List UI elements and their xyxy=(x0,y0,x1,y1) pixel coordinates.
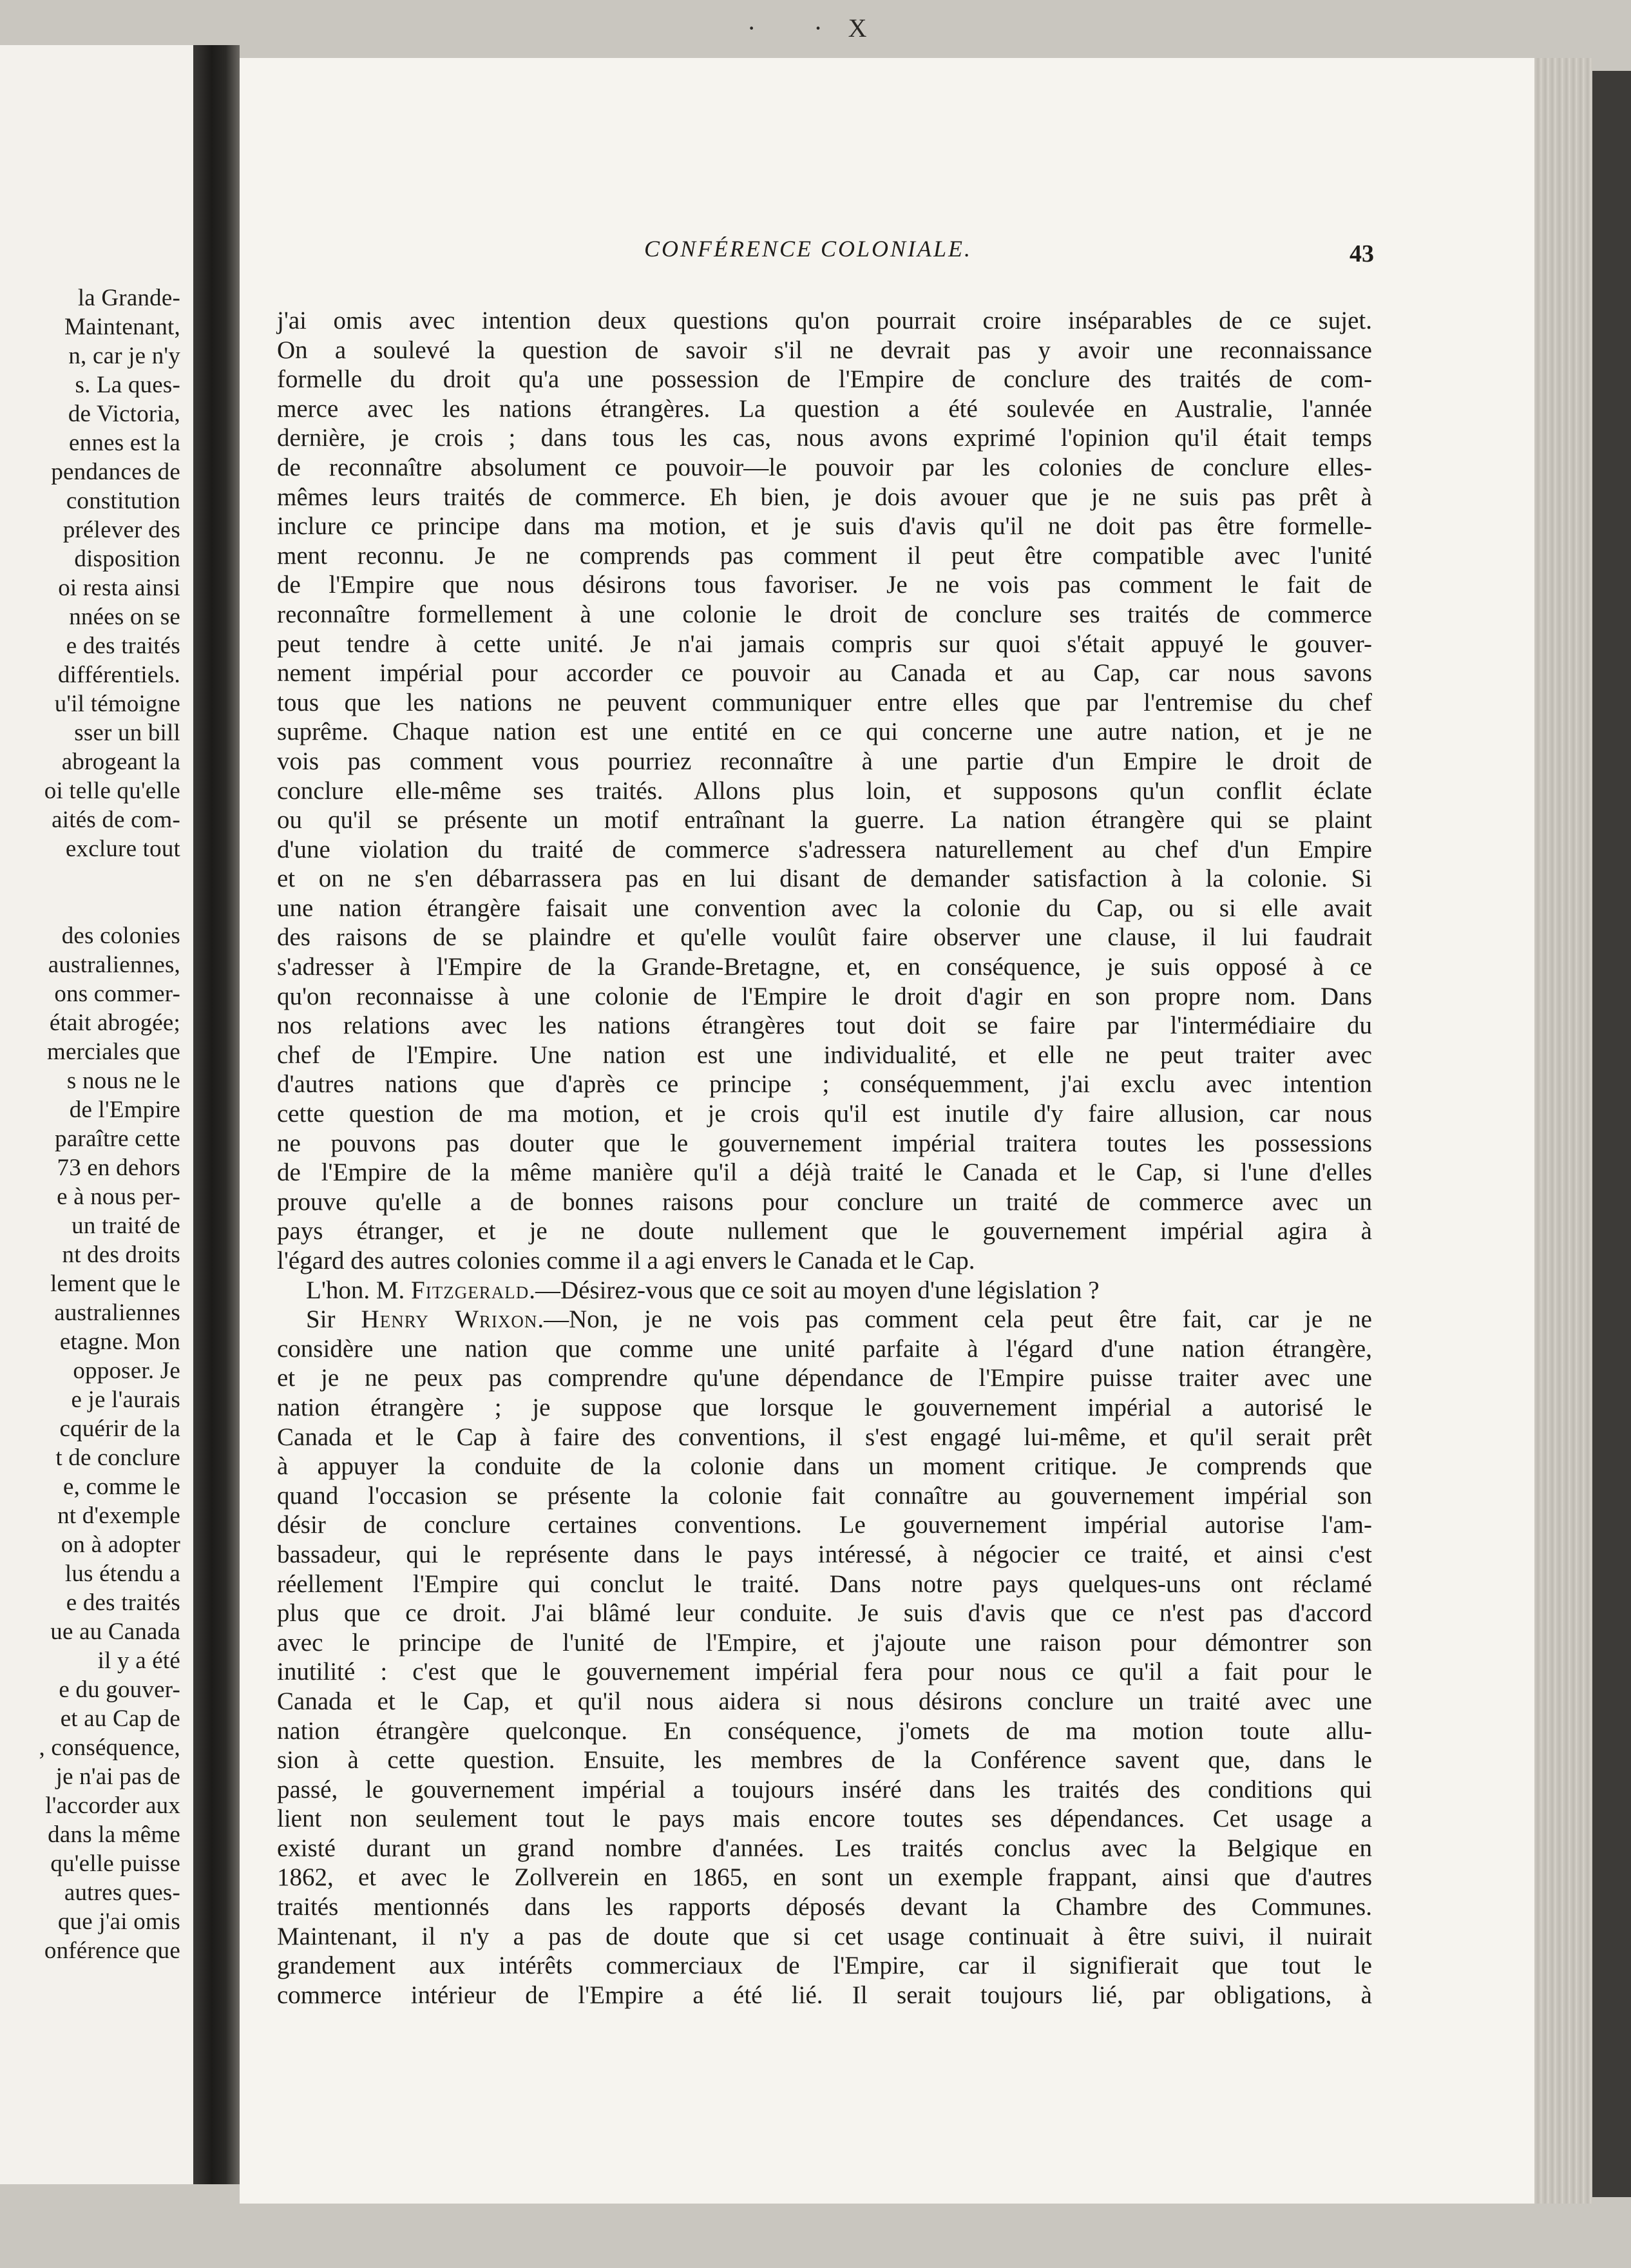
left-text-line: 73 en dehors xyxy=(57,1155,180,1181)
text-line: 1862, et avec le Zollverein en 1865, en sont un exemple frappant, ainsi que d'autres xyxy=(277,1863,1372,1892)
text-line: formelle du droit qu'a une possession de l'Empire de conclure des traités de com- xyxy=(277,365,1372,394)
text-line: de reconnaître absolument ce pouvoir—le pouvoir par les colonies de conclure elles- xyxy=(277,453,1372,481)
left-text-line: e à nous per- xyxy=(57,1184,180,1210)
text-line: dernière, je crois ; dans tous les cas, nous avons exprimé l'opinion qu'il était temps xyxy=(277,424,1372,452)
text-line: désir de conclure certaines conventions. Le gouvernement impérial autorise l'am- xyxy=(277,1511,1372,1539)
text-line: passé, le gouvernement impérial a toujours inséré dans les traités des conditions qui xyxy=(277,1775,1372,1803)
wrixon-first-line xyxy=(277,1305,1372,1334)
left-text-line: sser un bill xyxy=(74,720,180,746)
text-line: à appuyer la conduite de la colonie dans un moment critique. Je comprends que xyxy=(277,1452,1372,1481)
left-text-line: je n'ai pas de xyxy=(55,1763,180,1790)
left-text-line: australiennes, xyxy=(48,952,180,978)
left-page-fragment xyxy=(0,45,193,2184)
page-edge xyxy=(1534,58,1592,2204)
left-text-line: de Victoria, xyxy=(68,401,180,427)
text-line: avec le principe de l'unité de l'Empire, et j'ajoute une raison pour démontrer son xyxy=(277,1628,1372,1657)
left-text-line: onférence que xyxy=(44,1937,180,1964)
left-text-line: un traité de xyxy=(72,1213,180,1239)
left-text-line: paraître cette xyxy=(55,1126,180,1152)
left-text-line: prélever des xyxy=(62,517,180,543)
left-text-line: , conséquence, xyxy=(39,1735,180,1761)
text-line: prouve qu'elle a de bonnes raisons pour conclure un traité de commerce avec un xyxy=(277,1187,1372,1216)
left-text-line: lement que le xyxy=(50,1271,180,1297)
text-line: qu'on reconnaisse à une colonie de l'Empire le droit d'agir en son propre nom. Dans xyxy=(277,982,1372,1010)
text-line: considère une nation que comme une unité parfaite à l'égard d'une nation étrangère, xyxy=(277,1334,1372,1363)
text-line: sion à cette question. Ensuite, les membres de la Conférence savent que, dans le xyxy=(277,1746,1372,1774)
left-text-line: nnées on se xyxy=(69,604,180,630)
text-line: pays étranger, et je ne doute nullement que le gouvernement impérial agira à xyxy=(277,1217,1372,1245)
text-line: conclure elle-même ses traités. Allons plus loin, et supposons qu'un conflit éclate xyxy=(277,776,1372,805)
scan-marks: · ·X xyxy=(747,14,893,43)
text-line: nation étrangère quelconque. En conséquence, j'omets de ma motion toute allu- xyxy=(277,1716,1372,1745)
text-line: vois pas comment vous pourriez reconnaître à une partie d'un Empire le droit de xyxy=(277,747,1372,775)
text-line: une nation étrangère faisait une convention avec la colonie du Cap, ou si elle avait xyxy=(277,894,1372,922)
text-line: nation étrangère ; je suppose que lorsque le gouvernement impérial a autorisé le xyxy=(277,1393,1372,1421)
left-text-line: e des traités xyxy=(66,1590,180,1616)
left-text-line: lus étendu a xyxy=(64,1561,180,1587)
speech-text: .—Désirez-vous que ce soit au moyen d'une législation ? xyxy=(529,1276,1100,1304)
left-text-line: aités de com- xyxy=(52,807,180,833)
wrixon-paragraph xyxy=(277,1334,1372,2010)
left-text-line: e du gouver- xyxy=(59,1677,180,1703)
text-line: de l'Empire de la même manière qu'il a déjà traité le Canada et le Cap, si l'une d'elles xyxy=(277,1158,1372,1187)
left-text-line: nt des droits xyxy=(62,1242,180,1268)
left-text-line: la Grande- xyxy=(77,285,180,311)
book-cover-edge xyxy=(1592,71,1631,2197)
text-line: commerce intérieur de l'Empire a été lié. Il serait toujours lié, par obligations, à xyxy=(277,1981,1372,2009)
left-text-line: et au Cap de xyxy=(60,1706,180,1732)
left-text-line: australiennes xyxy=(54,1300,180,1326)
left-text-line: n, car je n'y xyxy=(68,343,180,369)
left-text-line: il y a été xyxy=(97,1648,180,1674)
text-line: quand l'occasion se présente la colonie fait connaître au gouvernement impérial son xyxy=(277,1481,1372,1510)
left-text-line: pendances de xyxy=(51,459,180,485)
text-line: d'une violation du traité de commerce s'adressera naturellement au chef d'un Empire xyxy=(277,835,1372,863)
text-line: plus que ce droit. J'ai blâmé leur conduite. Je suis d'avis que ce n'est pas d'accord xyxy=(277,1599,1372,1628)
left-text-line: constitution xyxy=(66,488,180,514)
text-line: j'ai omis avec intention deux questions qu'on pourrait croire inséparables de ce sujet. xyxy=(277,307,1372,334)
running-title: CONFÉRENCE COLONIALE. xyxy=(644,236,973,262)
left-text-line: s. La ques- xyxy=(75,372,180,398)
speaker-name: Fitzgerald xyxy=(411,1276,529,1304)
left-text-line: de l'Empire xyxy=(69,1097,180,1123)
text-line: bassadeur, qui le représente dans le pays intéressé, à négocier ce traité, et ainsi c'est xyxy=(277,1540,1372,1568)
paragraph-1 xyxy=(277,306,1372,1276)
body-text xyxy=(277,306,1372,2010)
left-page-text xyxy=(0,284,180,1965)
text-line: mêmes leurs traités de commerce. Eh bien, je dois avouer que je ne suis pas prêt à xyxy=(277,483,1372,511)
text-line: grandement aux intérêts commerciaux de l'Empire, car il signifierait que tout le xyxy=(277,1952,1372,1980)
text-line: Canada et le Cap à faire des conventions, il s'est engagé lui-même, et qu'il serait prêt xyxy=(277,1423,1372,1451)
left-text-line: s nous ne le xyxy=(66,1068,180,1094)
text-line: Maintenant, il n'y a pas de doute que si cet usage continuait à être suivi, il nuirait xyxy=(277,1922,1372,1950)
text-line: traités mentionnés dans les rapports déposés devant la Chambre des Communes. xyxy=(277,1893,1372,1921)
left-text-line: disposition xyxy=(74,546,180,572)
text-line: suprême. Chaque nation est une entité en ce qui concerne une autre nation, et je ne xyxy=(277,718,1372,746)
text-line: ne pouvons pas douter que le gouvernement impérial traitera toutes les possessions xyxy=(277,1129,1372,1157)
paragraph-gap xyxy=(0,863,180,921)
left-text-line: e je l'aurais xyxy=(71,1387,180,1413)
left-text-line: Maintenant, xyxy=(64,314,180,340)
text-line: ou qu'il se présente un motif entraînant la guerre. La nation étrangère qui se plaint xyxy=(277,806,1372,834)
left-text-line: opposer. Je xyxy=(73,1358,180,1384)
left-text-line: autres ques- xyxy=(64,1879,180,1906)
text-line: de l'Empire que nous désirons tous favoriser. Je ne vois pas comment le fait de xyxy=(277,571,1372,599)
left-text-line: qu'elle puisse xyxy=(50,1850,180,1877)
left-text-line: oi telle qu'elle xyxy=(44,778,180,804)
speaker-name: Henry Wrixon xyxy=(361,1305,538,1334)
text-line: d'autres nations que d'après ce principe ; conséquemment, j'ai exclu avec intention xyxy=(277,1070,1372,1099)
left-text-line: abrogeant la xyxy=(61,749,180,775)
text-line: inclure ce principe dans ma motion, et je suis d'avis qu'il ne doit pas être formelle- xyxy=(277,512,1372,541)
left-text-line: e des traités xyxy=(66,633,180,659)
left-text-line: on à adopter xyxy=(61,1532,180,1558)
left-text-line: oi resta ainsi xyxy=(58,575,180,601)
left-text-line: cquérir de la xyxy=(59,1416,180,1442)
left-text-line: ue au Canada xyxy=(50,1619,180,1645)
text-line: On a soulevé la question de savoir s'il ne devrait pas y avoir une reconnaissance xyxy=(277,336,1372,364)
left-text-line: nt d'exemple xyxy=(57,1503,180,1529)
text-line: des raisons de se plaindre et qu'elle voulût faire observer une clause, il lui faudrait xyxy=(277,923,1372,952)
text-line: nos relations avec les nations étrangères tout doit se faire par l'intermédiaire du xyxy=(277,1012,1372,1040)
left-text-line: ons commer- xyxy=(54,981,180,1007)
left-text-line: exclure tout xyxy=(65,836,180,862)
text-line: reconnaître formellement à une colonie le droit de conclure ses traités de commerce xyxy=(277,600,1372,628)
left-text-line: etagne. Mon xyxy=(59,1329,180,1355)
text-line: Canada et le Cap, et qu'il nous aidera si nous désirons conclure un traité avec une xyxy=(277,1687,1372,1715)
text-line: lient non seulement tout le pays mais encore toutes ses dépendances. Cet usage a xyxy=(277,1805,1372,1833)
text-line: ment reconnu. Je ne comprends pas comment il peut être compatible avec l'unité xyxy=(277,541,1372,570)
text-line: et on ne s'en débarrassera pas en lui disant de demander satisfaction à la colonie. Si xyxy=(277,865,1372,893)
left-text-line: que j'ai omis xyxy=(57,1908,180,1935)
left-text-line: e, comme le xyxy=(63,1474,180,1500)
text-line: peut tendre à cette unité. Je n'ai jamais compris sur quoi s'était appuyé le gouver- xyxy=(277,629,1372,658)
text-line: cette question de ma motion, et je crois qu'il est inutile d'y faire allusion, car nous xyxy=(277,1100,1372,1128)
fitzgerald-line xyxy=(277,1276,1372,1305)
left-text-line: était abrogée; xyxy=(49,1010,180,1036)
left-text-line: des colonies xyxy=(61,923,180,949)
text-line: s'adresser à l'Empire de la Grande-Bretagne, et, en conséquence, je suis opposé à ce xyxy=(277,953,1372,981)
text-line: l'égard des autres colonies comme il a agi envers le Canada et le Cap. xyxy=(277,1247,975,1274)
left-text-line: dans la même xyxy=(48,1821,180,1848)
text-line: nement impérial pour accorder ce pouvoir au Canada et au Cap, car nous savons xyxy=(277,659,1372,687)
speaker-prefix: L'hon. M. xyxy=(306,1276,412,1304)
page-number: 43 xyxy=(1350,240,1374,267)
text-line: et je ne peux pas comprendre qu'une dépendance de l'Empire puisse traiter avec une xyxy=(277,1364,1372,1392)
left-text-line: l'accorder aux xyxy=(45,1792,180,1819)
text-line: tous que les nations ne peuvent communiquer entre elles que par l'entremise du chef xyxy=(277,688,1372,716)
text-line: merce avec les nations étrangères. La question a été soulevée en Australie, l'année xyxy=(277,394,1372,423)
speaker-prefix: Sir xyxy=(306,1305,361,1334)
left-text-line: t de conclure xyxy=(55,1445,180,1471)
left-text-line: u'il témoigne xyxy=(54,691,180,717)
text-line: chef de l'Empire. Une nation est une individualité, et elle ne peut traiter avec xyxy=(277,1041,1372,1069)
text-line: inutilité : c'est que le gouvernement impérial fera pour nous ce qu'il a fait pour le xyxy=(277,1658,1372,1686)
left-text-line: merciales que xyxy=(46,1039,180,1065)
speech-text: .—Non, je ne vois pas comment cela peut être fait, car je ne xyxy=(537,1305,1372,1334)
text-line: réellement l'Empire qui conclut le traité. Dans notre pays quelques-uns ont réclamé xyxy=(277,1570,1372,1598)
left-text-line: différentiels. xyxy=(57,662,180,688)
text-line: existé durant un grand nombre d'années. Les traités conclus avec la Belgique en xyxy=(277,1834,1372,1862)
left-text-line: ennes est la xyxy=(69,430,180,456)
book-gutter xyxy=(193,45,240,2184)
